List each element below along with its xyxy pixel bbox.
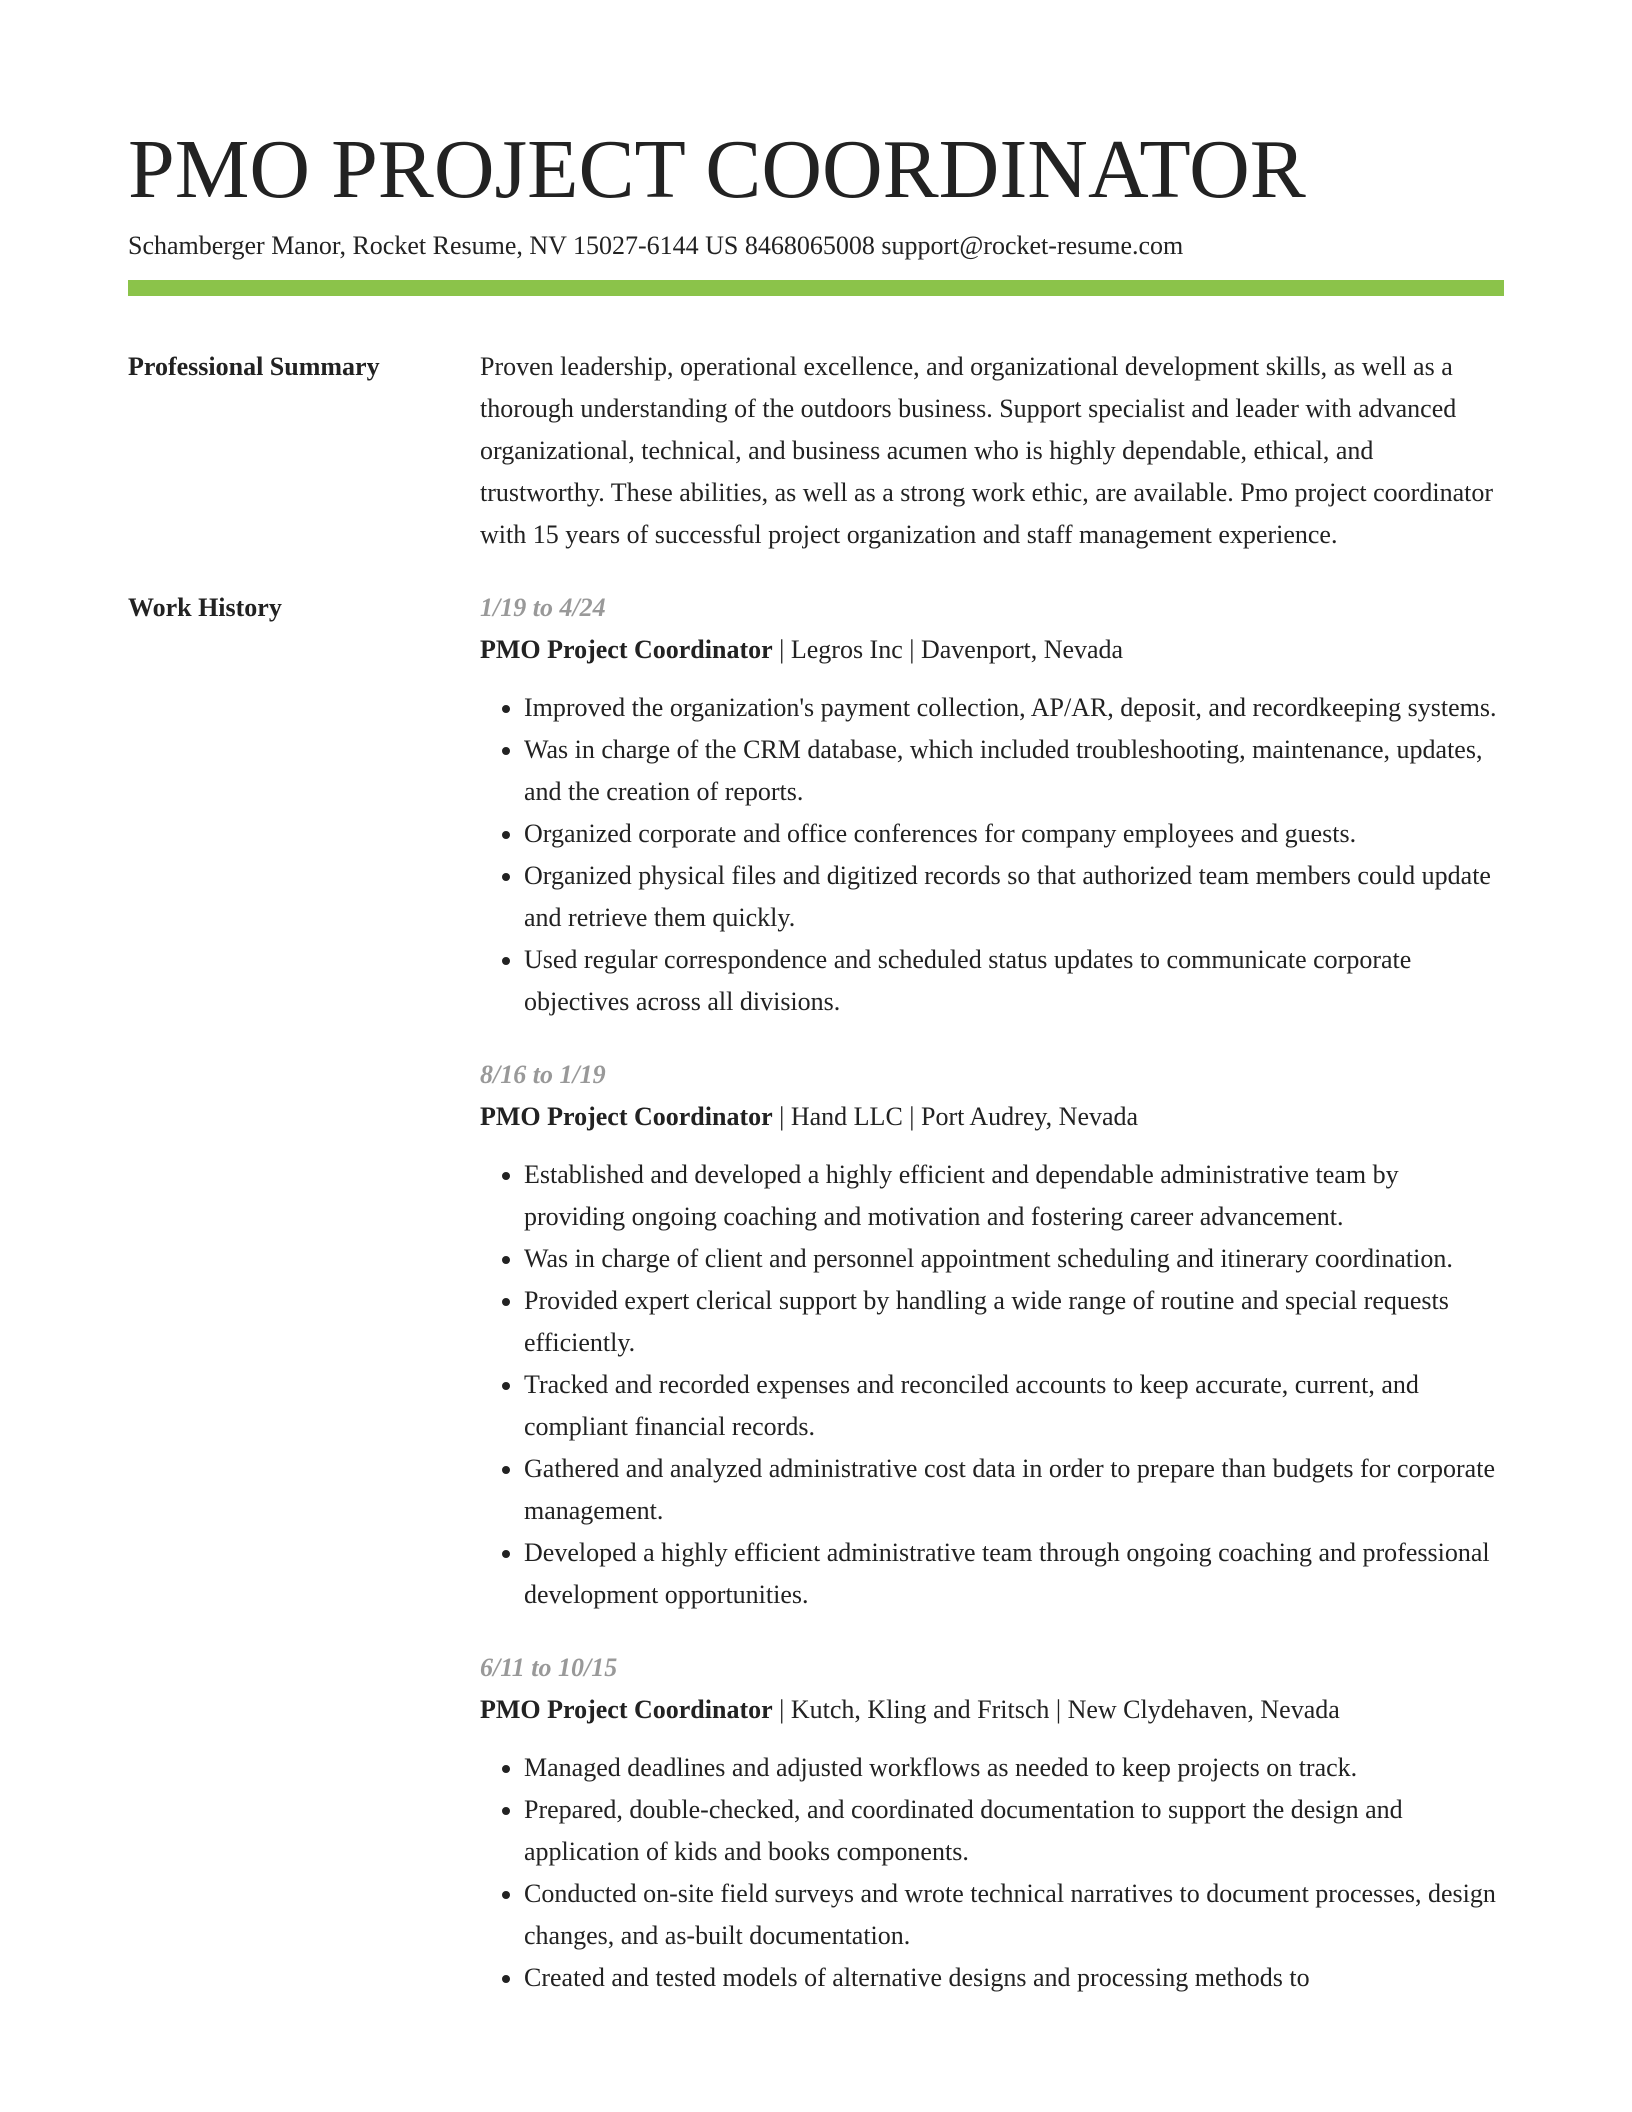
job-bullet: • Provided expert clerical support by handling a wide range of routine and special requests efficiently.: [524, 1280, 1504, 1364]
job-bullet: • Was in charge of the CRM database, which included troubleshooting, maintenance, updates, and the creation of reports.: [524, 729, 1504, 813]
job-bullet: • Developed a highly efficient administrative team through ongoing coaching and professional development opportunities.: [524, 1532, 1504, 1616]
job-title: PMO Project Coordinator: [480, 1695, 773, 1724]
job-heading: [480, 629, 1504, 671]
job-bullet: • Was in charge of client and personnel appointment scheduling and itinerary coordination.: [524, 1238, 1504, 1280]
job-company-location: | Kutch, Kling and Fritsch | New Clydehaven, Nevada: [772, 1695, 1340, 1724]
job-entry: [480, 1647, 1504, 1999]
job-bullet: • Conducted on-site field surveys and wrote technical narratives to document processes, design changes, and as-built documentation.: [524, 1873, 1504, 1957]
job-bullet: • Organized physical files and digitized records so that authorized team members could update and retrieve them quickly.: [524, 855, 1504, 939]
summary-text: Proven leadership, operational excellence, and organizational development skills, as well as a thorough understanding of the outdoors business. Support specialist and leader with advanced organizational, technical, and business acumen who is highly dependable, ethical, and trustworthy. These abilities, as well as a strong work ethic, are available. Pmo project coordinator with 15 years of successful project organization and staff management experience.: [480, 352, 1493, 549]
contact-line: Schamberger Manor, Rocket Resume, NV 15027-6144 US 8468065008 support@rocket-resume.com: [128, 231, 1184, 260]
work-history-section: [128, 587, 1504, 2030]
resume-page: [128, 0, 1504, 2030]
job-bullet: • Created and tested models of alternative designs and processing methods to: [524, 1957, 1504, 1999]
job-bullet-list: [480, 1747, 1504, 1999]
job-title: PMO Project Coordinator: [480, 1102, 773, 1131]
job-bullet: • Managed deadlines and adjusted workflows as needed to keep projects on track.: [524, 1747, 1504, 1789]
work-history-body: [480, 587, 1504, 2030]
job-heading: [480, 1689, 1504, 1731]
job-company-location: | Hand LLC | Port Audrey, Nevada: [772, 1102, 1139, 1131]
professional-summary-section: [128, 346, 1504, 556]
job-bullet: • Established and developed a highly efficient and dependable administrative team by providing ongoing coaching and motivation and fostering career advancement.: [524, 1154, 1504, 1238]
job-bullet-list: [480, 1154, 1504, 1616]
section-label-summary: Professional Summary: [128, 352, 380, 381]
job-entry: [480, 1054, 1504, 1616]
job-bullet: • Gathered and analyzed administrative cost data in order to prepare than budgets for corporate management.: [524, 1448, 1504, 1532]
job-dates: 6/11 to 10/15: [480, 1653, 618, 1682]
job-bullet: • Tracked and recorded expenses and reconciled accounts to keep accurate, current, and compliant financial records.: [524, 1364, 1504, 1448]
job-company-location: | Legros Inc | Davenport, Nevada: [772, 635, 1124, 664]
job-bullet: • Improved the organization's payment collection, AP/AR, deposit, and recordkeeping systems.: [524, 687, 1504, 729]
section-label-work-history: Work History: [128, 593, 282, 622]
job-dates: 1/19 to 4/24: [480, 593, 606, 622]
job-dates: 8/16 to 1/19: [480, 1060, 606, 1089]
job-heading: [480, 1096, 1504, 1138]
resume-title: PMO PROJECT COORDINATOR: [128, 123, 1306, 216]
summary-body: [480, 346, 1504, 556]
job-entry: [480, 587, 1504, 1023]
accent-divider: [128, 280, 1504, 296]
job-bullet-list: [480, 687, 1504, 1023]
job-title: PMO Project Coordinator: [480, 635, 773, 664]
job-bullet: • Organized corporate and office conferences for company employees and guests.: [524, 813, 1504, 855]
job-bullet: • Used regular correspondence and scheduled status updates to communicate corporate objectives across all divisions.: [524, 939, 1504, 1023]
job-bullet: • Prepared, double-checked, and coordinated documentation to support the design and application of kids and books components.: [524, 1789, 1504, 1873]
